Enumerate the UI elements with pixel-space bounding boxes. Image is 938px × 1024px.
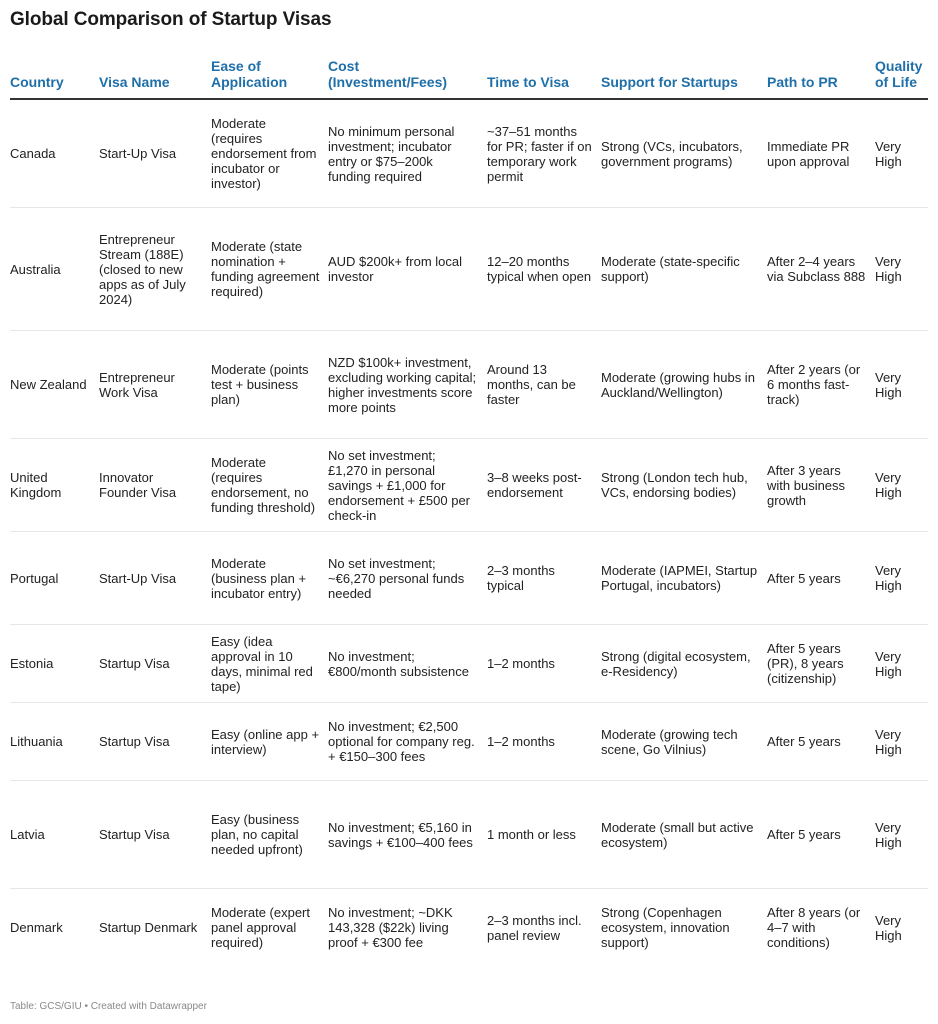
path-to-pr-cell: After 5 years: [767, 703, 875, 781]
quality-of-life-cell: Very High: [875, 331, 928, 439]
column-header-visa-name: Visa Name: [99, 56, 211, 99]
column-header-path-to-pr: Path to PR: [767, 56, 875, 99]
quality-of-life-cell: Very High: [875, 625, 928, 703]
ease-cell: Easy (online app + interview): [211, 703, 328, 781]
cost-cell: No investment; €2,500 optional for company reg. + €150–300 fees: [328, 703, 487, 781]
time-cell: 2–3 months typical: [487, 532, 601, 625]
cost-cell: No set investment; ~€6,270 personal funds needed: [328, 532, 487, 625]
support-cell: Strong (London tech hub, VCs, endorsing bodies): [601, 439, 767, 532]
table-title: Global Comparison of Startup Visas: [10, 9, 332, 30]
path-to-pr-cell: After 2–4 years via Subclass 888: [767, 208, 875, 331]
ease-cell: Moderate (expert panel approval required): [211, 905, 310, 950]
column-header-cost: Cost (Investment/Fees): [328, 56, 487, 99]
visa-name-cell: Startup Visa: [99, 781, 211, 889]
path-to-pr-cell: After 5 years: [767, 781, 875, 889]
country-cell: Australia: [10, 208, 99, 331]
support-cell: Moderate (growing tech scene, Go Vilnius): [601, 703, 767, 781]
path-to-pr-cell: After 5 years (PR), 8 years (citizenship): [767, 625, 875, 703]
ease-cell: Moderate (business plan + incubator entry): [211, 532, 328, 625]
support-cell: Moderate (state-specific support): [601, 208, 767, 331]
country-cell: Portugal: [10, 532, 99, 625]
table-body: [10, 99, 928, 966]
cost-cell: No investment; €5,160 in savings + €100–400 fees: [328, 781, 487, 889]
time-cell: Around 13 months, can be faster: [487, 331, 601, 439]
country-cell: Denmark: [10, 920, 63, 935]
table-row: [10, 331, 928, 439]
column-header-quality-of-life: Quality of Life: [875, 56, 928, 99]
country-cell: Lithuania: [10, 703, 99, 781]
country-cell: Latvia: [10, 781, 99, 889]
column-header-country: Country: [10, 56, 99, 99]
support-cell: Moderate (small but active ecosystem): [601, 781, 767, 889]
cost-cell: AUD $200k+ from local investor: [328, 208, 487, 331]
quality-of-life-cell: Very High: [875, 208, 928, 331]
startup-visa-table: [10, 56, 928, 966]
time-cell: 12–20 months typical when open: [487, 208, 601, 331]
ease-cell: Moderate (requires endorsement from incubator or investor): [211, 99, 328, 208]
cost-cell: No investment; ~DKK 143,328 ($22k) living proof + €300 fee: [328, 905, 453, 950]
time-cell: 3–8 weeks post-endorsement: [487, 439, 601, 532]
table-row: [10, 532, 928, 625]
visa-name-cell: Entrepreneur Stream (188E) (closed to new apps as of July 2024): [99, 208, 211, 331]
support-cell: Strong (digital ecosystem, e-Residency): [601, 625, 767, 703]
table-row: [10, 439, 928, 532]
column-header-support-for-startups: Support for Startups: [601, 56, 767, 99]
header-row: [10, 56, 928, 99]
time-cell: ~37–51 months for PR; faster if on temporary work permit: [487, 99, 601, 208]
ease-cell: Easy (idea approval in 10 days, minimal red tape): [211, 625, 328, 703]
table-row: [10, 703, 928, 781]
table-row: [10, 625, 928, 703]
visa-name-cell: Startup Denmark: [99, 920, 198, 935]
table-row: [10, 208, 928, 331]
quality-of-life-cell: Very High: [875, 781, 928, 889]
country-cell: New Zealand: [10, 331, 99, 439]
quality-of-life-cell: Very High: [875, 532, 928, 625]
ease-cell: Moderate (state nomination + funding agreement required): [211, 208, 328, 331]
support-cell: Moderate (IAPMEI, Startup Portugal, incubators): [601, 532, 767, 625]
visa-name-cell: Innovator Founder Visa: [99, 439, 211, 532]
visa-name-cell: Startup Visa: [99, 703, 211, 781]
table-row: [10, 781, 928, 889]
country-cell: Estonia: [10, 625, 99, 703]
ease-cell: Easy (business plan, no capital needed upfront): [211, 781, 328, 889]
column-header-time-to-visa: Time to Visa: [487, 56, 601, 99]
path-to-pr-cell: After 5 years: [767, 532, 875, 625]
cost-cell: No set investment; £1,270 in personal savings + £1,000 for endorsement + £500 per check-in: [328, 439, 487, 532]
time-cell: 1 month or less: [487, 781, 601, 889]
visa-name-cell: Start-Up Visa: [99, 99, 211, 208]
source-credit: Table: GCS/GIU • Created with Datawrapper: [10, 1001, 207, 1012]
support-cell: Moderate (growing hubs in Auckland/Wellington): [601, 331, 767, 439]
column-header-ease-of-application: Ease of Application: [211, 56, 328, 99]
path-to-pr-cell: After 3 years with business growth: [767, 439, 875, 532]
ease-cell: Moderate (requires endorsement, no funding threshold): [211, 439, 328, 532]
cost-cell: NZD $100k+ investment, excluding working capital; higher investments score more points: [328, 331, 487, 439]
path-to-pr-cell: After 8 years (or 4–7 with conditions): [767, 905, 861, 950]
visa-name-cell: Start-Up Visa: [99, 532, 211, 625]
support-cell: Strong (Copenhagen ecosystem, innovation support): [601, 905, 730, 950]
visa-name-cell: Startup Visa: [99, 625, 211, 703]
time-cell: 1–2 months: [487, 703, 601, 781]
path-to-pr-cell: After 2 years (or 6 months fast-track): [767, 331, 875, 439]
time-cell: 1–2 months: [487, 625, 601, 703]
quality-of-life-cell: Very High: [875, 99, 928, 208]
quality-of-life-cell: Very High: [875, 703, 928, 781]
country-cell: Canada: [10, 99, 99, 208]
table-row: [10, 889, 928, 967]
quality-of-life-cell: Very High: [875, 439, 928, 532]
cost-cell: No investment; €800/month subsistence: [328, 625, 487, 703]
time-cell: 2–3 months incl. panel review: [487, 912, 582, 943]
cost-cell: No minimum personal investment; incubator entry or $75–200k funding required: [328, 99, 487, 208]
table-row: [10, 99, 928, 208]
visa-name-cell: Entrepreneur Work Visa: [99, 331, 211, 439]
path-to-pr-cell: Immediate PR upon approval: [767, 99, 875, 208]
quality-of-life-cell: Very High: [875, 912, 902, 943]
ease-cell: Moderate (points test + business plan): [211, 331, 328, 439]
country-cell: United Kingdom: [10, 439, 99, 532]
support-cell: Strong (VCs, incubators, government programs): [601, 99, 767, 208]
